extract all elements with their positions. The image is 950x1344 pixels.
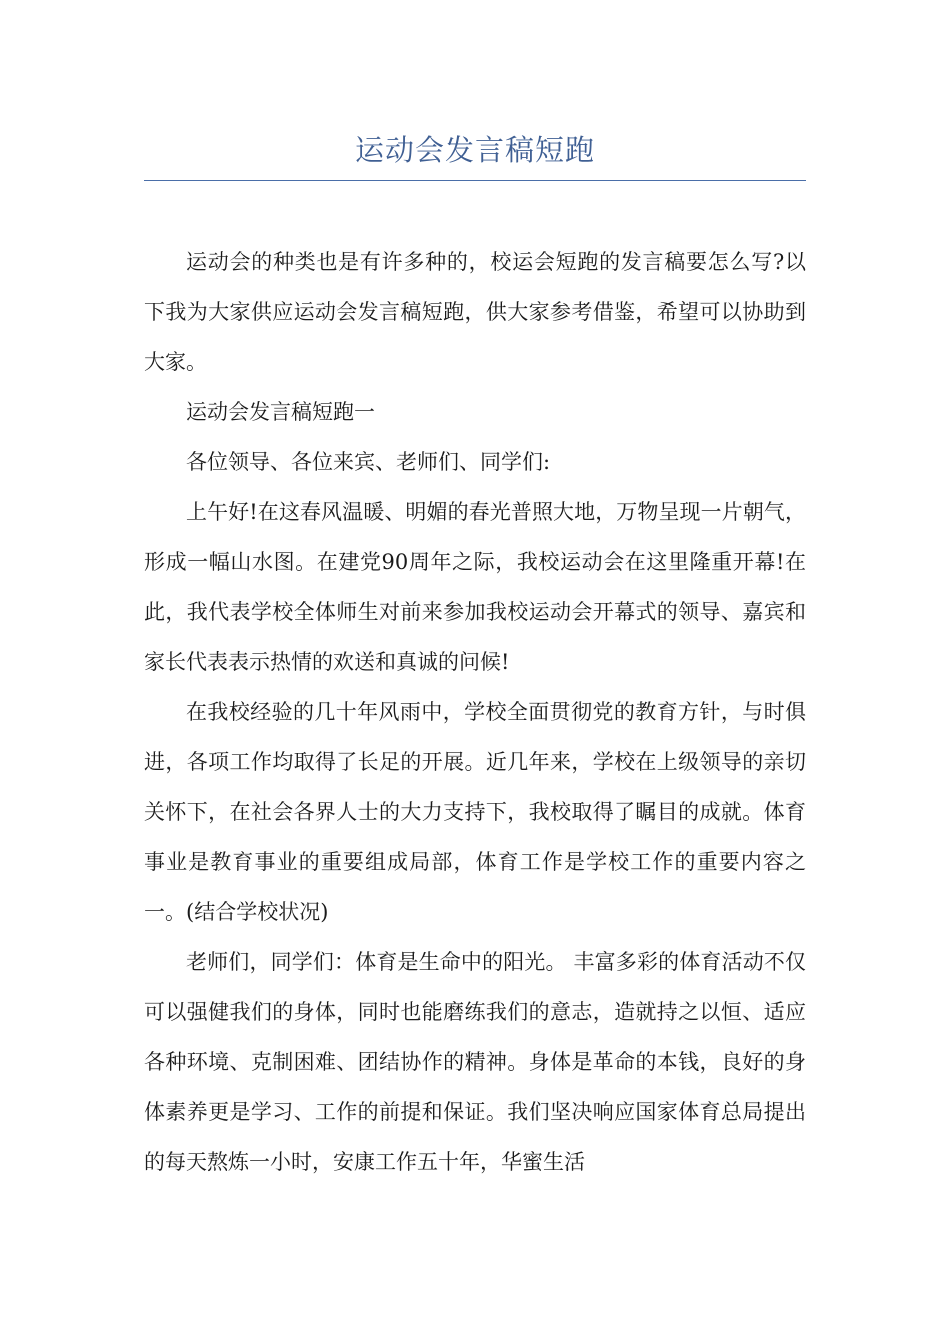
document-body [144, 237, 806, 1187]
body-paragraph: 老师们，同学们：体育是生命中的阳光。 丰富多彩的体育活动不仅可以强健我们的身体，同时也能磨练我们的意志，造就持之以恒、适应各种环境、克制困难、团结协作的精神。身体是革命的本钱，良好的身体素养更是学习、工作的前提和保证。我们坚决响应国家体育总局提出的每天熬炼一小时，安康工作五十年，华蜜生活 [144, 950, 806, 1174]
document-title: 运动会发言稿短跑 [354, 133, 595, 167]
body-paragraph: 在我校经验的几十年风雨中，学校全面贯彻党的教育方针，与时俱进，各项工作均取得了长足的开展。近几年来，学校在上级领导的亲切关怀下，在社会各界人士的大力支持下，我校取得了瞩目的成就。体育事业是教育事业的重要组成局部，体育工作是学校工作的重要内容之一。(结合学校状况) [144, 700, 806, 924]
title-underline [144, 180, 806, 181]
body-paragraph: 上午好!在这春风温暖、明媚的春光普照大地，万物呈现一片朝气，形成一幅山水图。在建党90周年之际，我校运动会在这里隆重开幕!在此，我代表学校全体师生对前来参加我校运动会开幕式的领导、嘉宾和家长代表表示热情的欢送和真诚的问候! [144, 500, 806, 674]
intro-paragraph: 运动会的种类也是有许多种的，校运会短跑的发言稿要怎么写?以下我为大家供应运动会发言稿短跑，供大家参考借鉴，希望可以协助到大家。 [144, 250, 806, 374]
section-heading: 运动会发言稿短跑一 [186, 400, 375, 424]
salutation: 各位领导、各位来宾、老师们、同学们: [186, 450, 551, 474]
